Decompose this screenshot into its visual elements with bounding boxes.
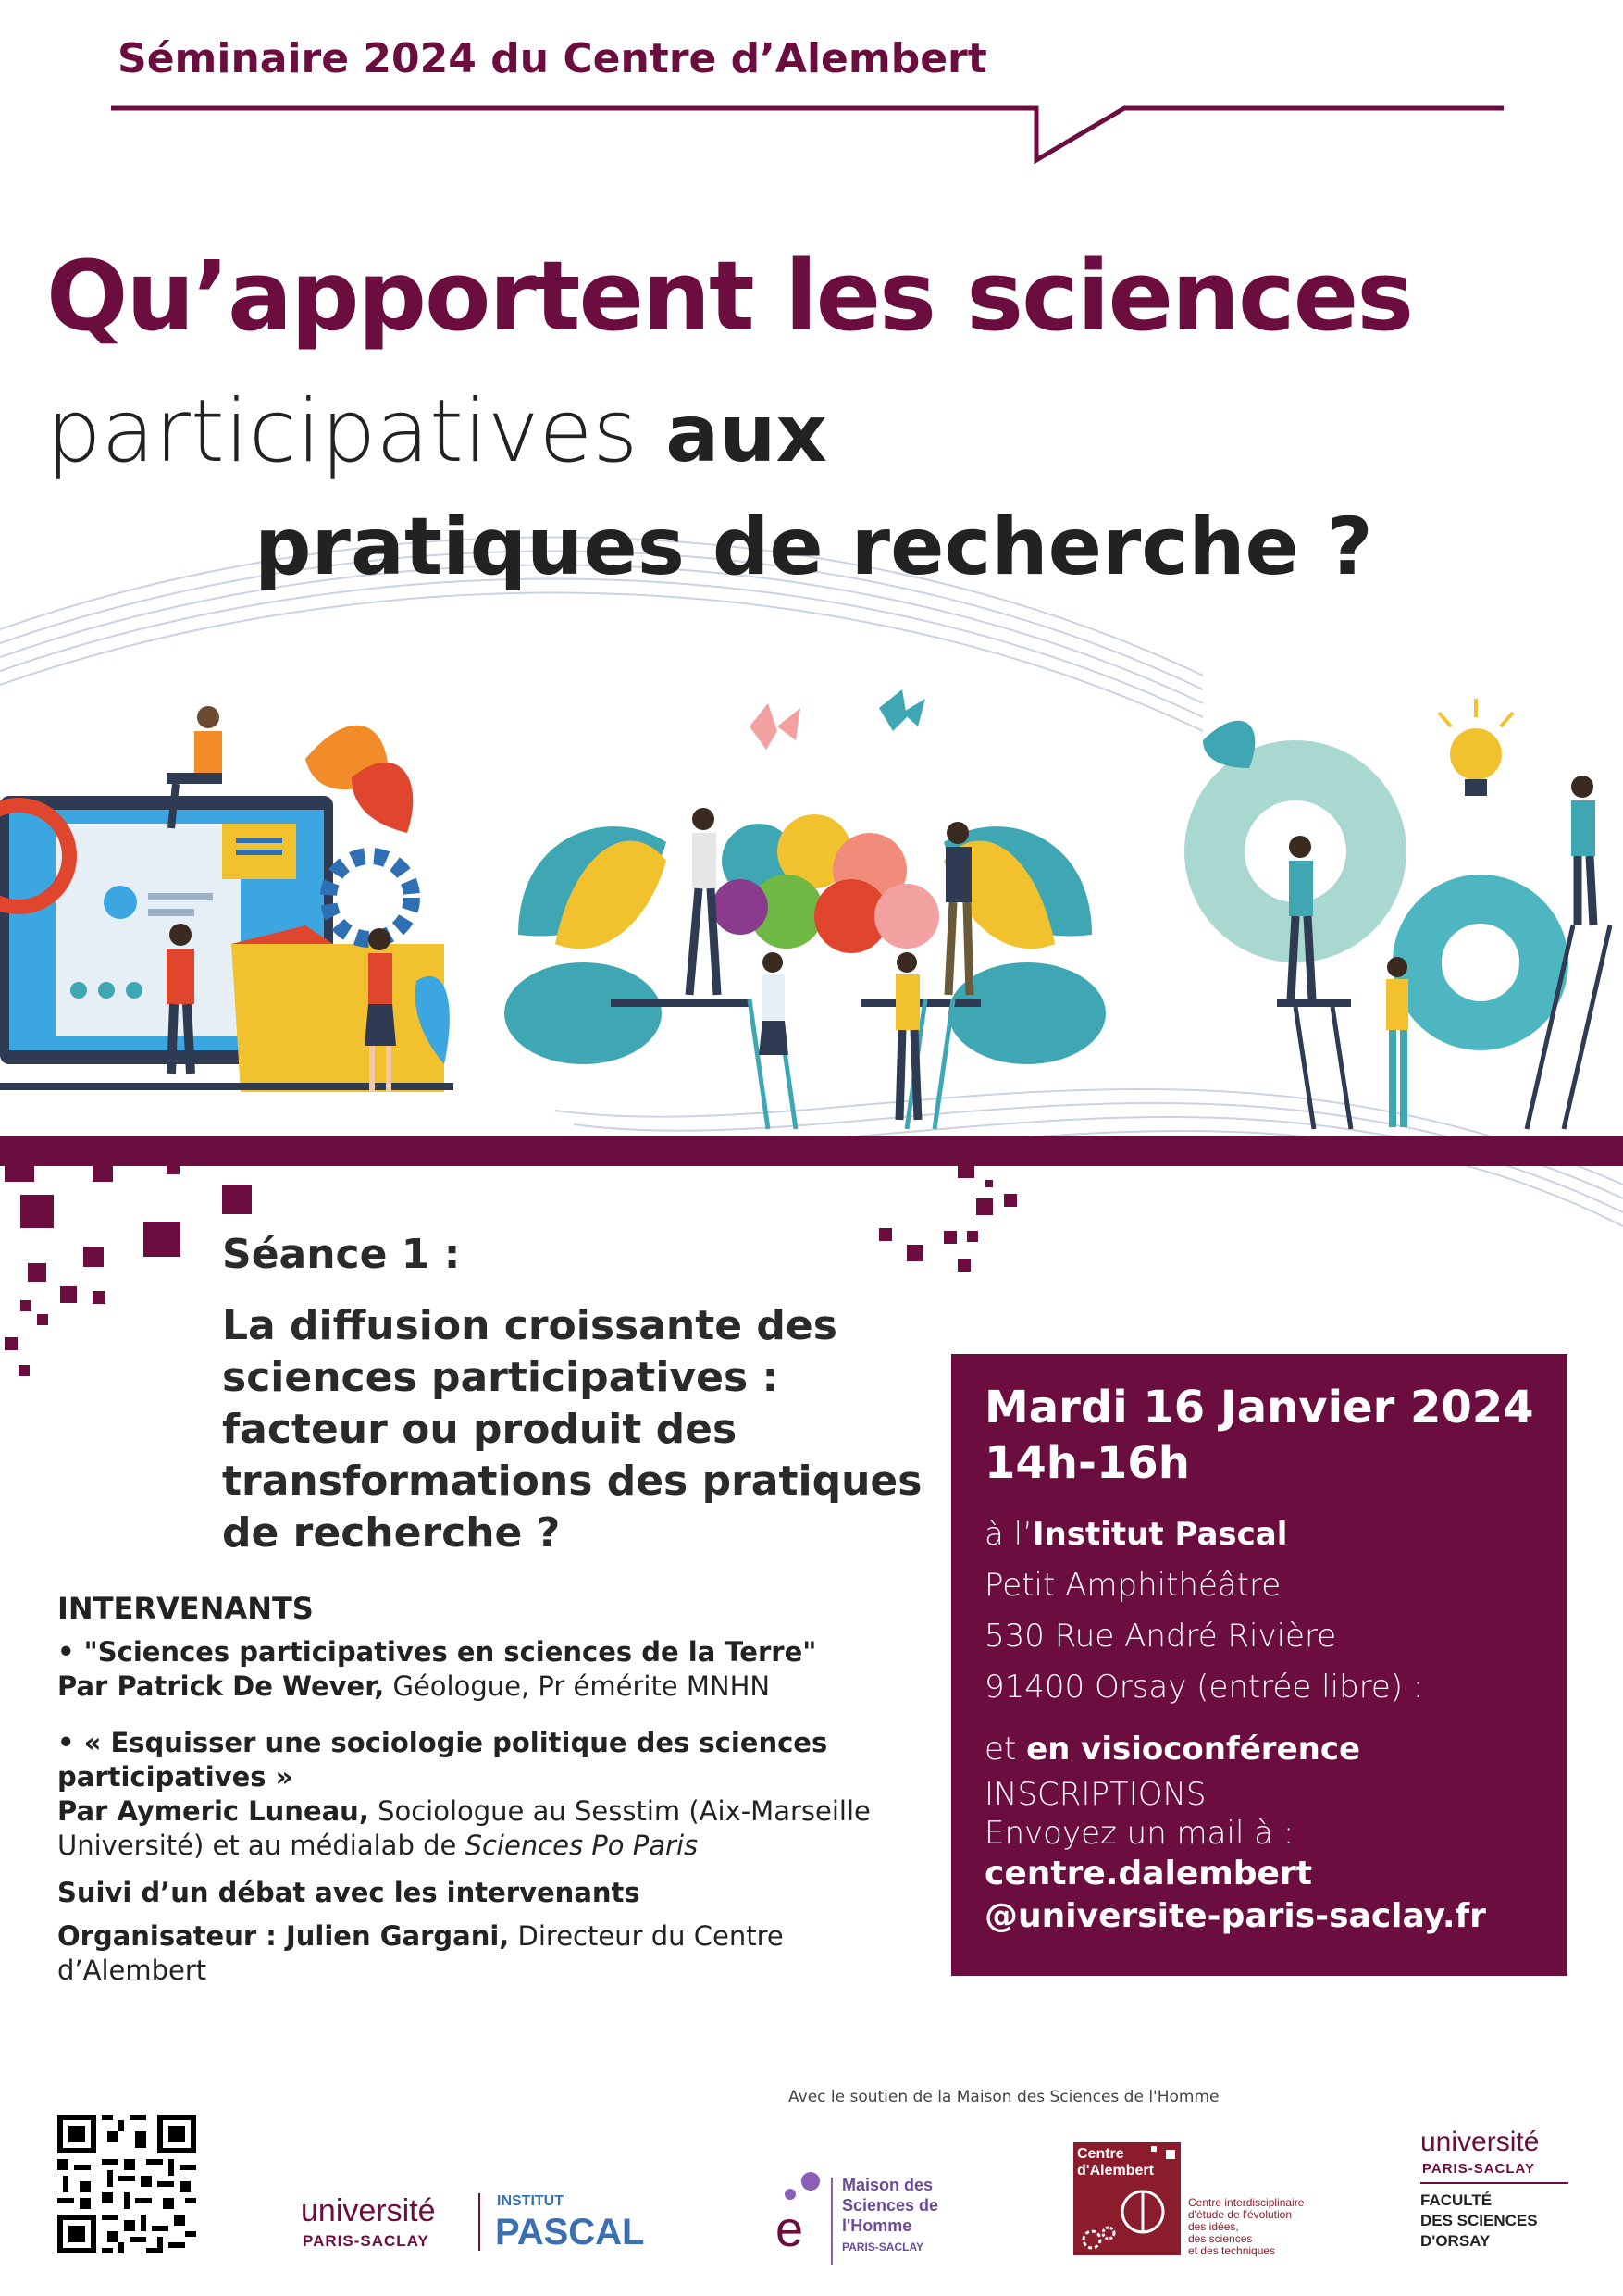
event-street: 530 Rue André Rivière (985, 1618, 1337, 1655)
msh-line2: Sciences de (842, 2196, 939, 2215)
organizer-name: Organisateur : Julien Gargani, (57, 1920, 510, 1952)
institut-pascal-logo (301, 2193, 689, 2267)
registration-instruction: Envoyez un mail à : (985, 1815, 1295, 1852)
title-bold-word: aux (665, 388, 827, 480)
fac-line1: FACULTÉ (1420, 2191, 1493, 2209)
fac-ups-wordmark: université (1420, 2127, 1540, 2157)
institut-big: PASCAL (495, 2212, 645, 2253)
msh-separator (831, 2178, 833, 2265)
msh-line1: Maison des (842, 2176, 934, 2194)
talk1-speaker-name: Par Patrick De Wever, (57, 1670, 385, 1702)
main-title-line2 (46, 381, 827, 482)
fac-ups-sub: PARIS-SACLAY (1422, 2161, 1536, 2177)
event-date: Mardi 16 Janvier 2024 (985, 1382, 1534, 1433)
registration-heading: INSCRIPTIONS (985, 1776, 1207, 1813)
cda-desc1: Centre interdisciplinaire (1188, 2196, 1305, 2209)
gears-scene-illustration (1184, 699, 1610, 1129)
qr-code[interactable] (57, 2115, 196, 2253)
venue-name: Institut Pascal (1032, 1516, 1288, 1553)
cda-desc4: des sciences (1188, 2232, 1253, 2245)
talk2-speaker (57, 1794, 927, 1863)
centre-dalembert-logo (1073, 2142, 1342, 2258)
debate-note: Suivi d’un débat avec les intervenants (57, 1877, 640, 1908)
institut-small: INSTITUT (497, 2193, 564, 2209)
visio-prefix: et (985, 1731, 1027, 1768)
main-title-line1: Qu’apportent les sciences (46, 240, 1413, 353)
event-time: 14h-16h (985, 1437, 1190, 1489)
visio-label: en visioconférence (1026, 1731, 1361, 1768)
ups-sub: PARIS-SACLAY (303, 2232, 429, 2250)
venue-prefix: à l’ (985, 1516, 1033, 1553)
talk1-speaker-role: Géologue, Pr émérite MNHN (384, 1670, 771, 1702)
logo-separator (478, 2193, 480, 2251)
event-venue (985, 1509, 1534, 1560)
fac-line3: D'ORSAY (1420, 2232, 1491, 2250)
title-light-word: participatives (46, 381, 638, 482)
msh-line3: l'Homme (842, 2216, 912, 2235)
event-visio (985, 1724, 1534, 1775)
fac-line2: DES SCIENCES (1420, 2212, 1538, 2229)
cda-name2: d'Alembert (1077, 2163, 1154, 2178)
talk2-speaker-affiliation: Sciences Po Paris (465, 1830, 699, 1861)
event-info-box (951, 1354, 1567, 1976)
cda-desc5: et des techniques (1188, 2244, 1276, 2257)
talk1-speaker (57, 1669, 927, 1704)
cda-desc2: d'étude de l'évolution (1188, 2208, 1293, 2221)
collaboration-illustration (0, 685, 1623, 1138)
organizer-role: Directeur du Centre d’Alembert (57, 1920, 784, 1986)
session-label: Séance 1 : (222, 1231, 461, 1278)
contact-email-line2[interactable]: @universite-paris-saclay.fr (985, 1897, 1486, 1935)
fac-separator (1420, 2182, 1568, 2184)
talk2-speaker-name: Par Aymeric Luneau, (57, 1795, 369, 1827)
seminar-heading: Séminaire 2024 du Centre d’Alembert (118, 35, 987, 82)
faculte-orsay-logo (1420, 2119, 1605, 2258)
talk2-title: • « Esquisser une sociologie politique des sciences participatives » (57, 1727, 828, 1793)
ups-wordmark: université (301, 2193, 436, 2228)
support-note: Avec le soutien de la Maison des Sciences de l'Homme (788, 2088, 1220, 2106)
organizer (57, 1919, 927, 1988)
speech-bubble-line (111, 97, 1508, 167)
msh-line4: PARIS-SACLAY (842, 2240, 924, 2253)
speakers-heading: INTERVENANTS (57, 1591, 314, 1626)
main-title-line3: pratiques de recherche ? (254, 501, 1373, 593)
event-room: Petit Amphithéâtre (985, 1567, 1282, 1604)
cda-name1: Centre (1077, 2146, 1124, 2162)
session-title: La diffusion croissante des sciences participatives : facteur ou produit des transformations des pratiques de recherche ? (222, 1302, 923, 1557)
event-city: 91400 Orsay (entrée libre) : (985, 1669, 1424, 1706)
msh-logo (768, 2170, 999, 2272)
computer-scene-illustration (0, 706, 453, 1092)
talk2-speaker-role: Sociologue au Sesstim (Aix-Marseille Université) et au médialab de (57, 1795, 871, 1861)
puzzle-brain-scene-illustration (504, 689, 1106, 1129)
svg-text:e: e (775, 2202, 804, 2253)
talk1-title: • "Sciences participatives en sciences de la Terre" (57, 1636, 817, 1668)
msh-e-mark (768, 2170, 824, 2253)
speakers-section (57, 1592, 927, 1988)
cda-desc3: des idées, (1188, 2220, 1239, 2233)
contact-email-line1[interactable]: centre.dalembert (985, 1855, 1312, 1893)
